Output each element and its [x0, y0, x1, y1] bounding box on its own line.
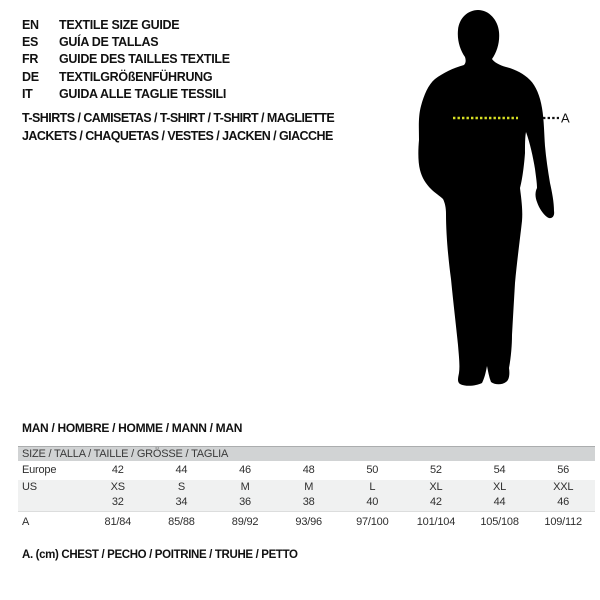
section-title-man: MAN / HOMBRE / HOMME / MANN / MAN: [22, 421, 243, 435]
table-cell: 93/96: [295, 516, 322, 528]
table-cell: 56: [557, 464, 570, 476]
language-row-en: [22, 16, 230, 33]
table-cell: 109/112: [544, 516, 582, 528]
table-cell: 48: [302, 464, 315, 476]
table-cell: 81/84: [104, 516, 132, 528]
man-silhouette: [418, 10, 554, 386]
table-cell: 32: [111, 496, 124, 508]
table-cell: 46: [239, 464, 251, 476]
measurement-footnote: A. (cm) CHEST / PECHO / POITRINE / TRUHE / PETTO: [22, 549, 298, 561]
table-cell: 105/108: [480, 516, 519, 528]
size-table: [18, 446, 595, 532]
table-cell: 46: [557, 496, 570, 508]
table-cell: 40: [366, 496, 379, 508]
table-cell: 50: [366, 464, 379, 476]
language-row-es: [22, 33, 230, 50]
table-cell: 38: [302, 496, 315, 508]
size-table-header: SIZE / TALLA / TAILLE / GRÖSSE / TAGLIA: [18, 446, 595, 461]
table-cell: 34: [175, 496, 188, 508]
table-cell: 42: [111, 464, 124, 476]
table-cell: XL: [493, 481, 507, 493]
garment-types: [22, 110, 334, 145]
table-cell: 52: [430, 464, 442, 476]
language-label: TEXTILE SIZE GUIDE: [59, 17, 180, 32]
language-code: IT: [22, 87, 33, 102]
man-silhouette-svg: [400, 5, 570, 395]
table-cell: 85/88: [168, 516, 195, 528]
garment-line-jackets: JACKETS / CHAQUETAS / VESTES / JACKEN / GIACCHE: [22, 128, 333, 143]
table-cell: 36: [239, 496, 251, 508]
language-row-de: [22, 68, 230, 85]
row-label: A: [22, 516, 30, 528]
table-cell: 44: [493, 496, 506, 508]
language-label: GUIDA ALLE TAGLIE TESSILI: [59, 87, 227, 102]
language-row-it: [22, 86, 230, 103]
language-code: ES: [22, 35, 39, 50]
table-cell: XS: [110, 481, 125, 493]
measure-label-a: A: [561, 110, 570, 126]
table-cell: M: [304, 481, 314, 493]
language-label: GUÍA DE TALLAS: [59, 35, 159, 50]
table-cell: 54: [493, 464, 506, 476]
language-code: DE: [22, 69, 39, 84]
table-cell: 101/104: [416, 516, 456, 528]
table-row-chest-a: [18, 511, 595, 532]
language-list: [22, 16, 230, 103]
table-row-europe: [18, 461, 595, 480]
table-cell: 42: [430, 496, 442, 508]
table-row-us-numeric: [18, 495, 595, 511]
language-label: TEXTILGRÖßENFÜHRUNG: [59, 69, 213, 84]
language-code: EN: [22, 17, 39, 32]
table-row-us: [18, 480, 595, 495]
garment-line-tshirts: T-SHIRTS / CAMISETAS / T-SHIRT / T-SHIRT / MAGLIETTE: [22, 111, 335, 125]
table-cell: 89/92: [231, 516, 259, 528]
table-cell: 44: [175, 464, 188, 476]
table-cell: XL: [429, 481, 443, 493]
table-cell: S: [177, 481, 185, 493]
language-row-fr: [22, 51, 230, 68]
table-cell: M: [240, 481, 250, 493]
row-label: US: [22, 481, 37, 493]
table-cell: L: [369, 481, 376, 493]
row-label: [18, 495, 86, 511]
man-figure: [400, 5, 570, 395]
row-label: Europe: [22, 464, 57, 476]
table-cell: 97/100: [356, 516, 389, 528]
language-label: GUIDE DES TAILLES TEXTILE: [59, 52, 230, 67]
table-cell: XXL: [553, 481, 574, 493]
language-code: FR: [22, 52, 39, 67]
